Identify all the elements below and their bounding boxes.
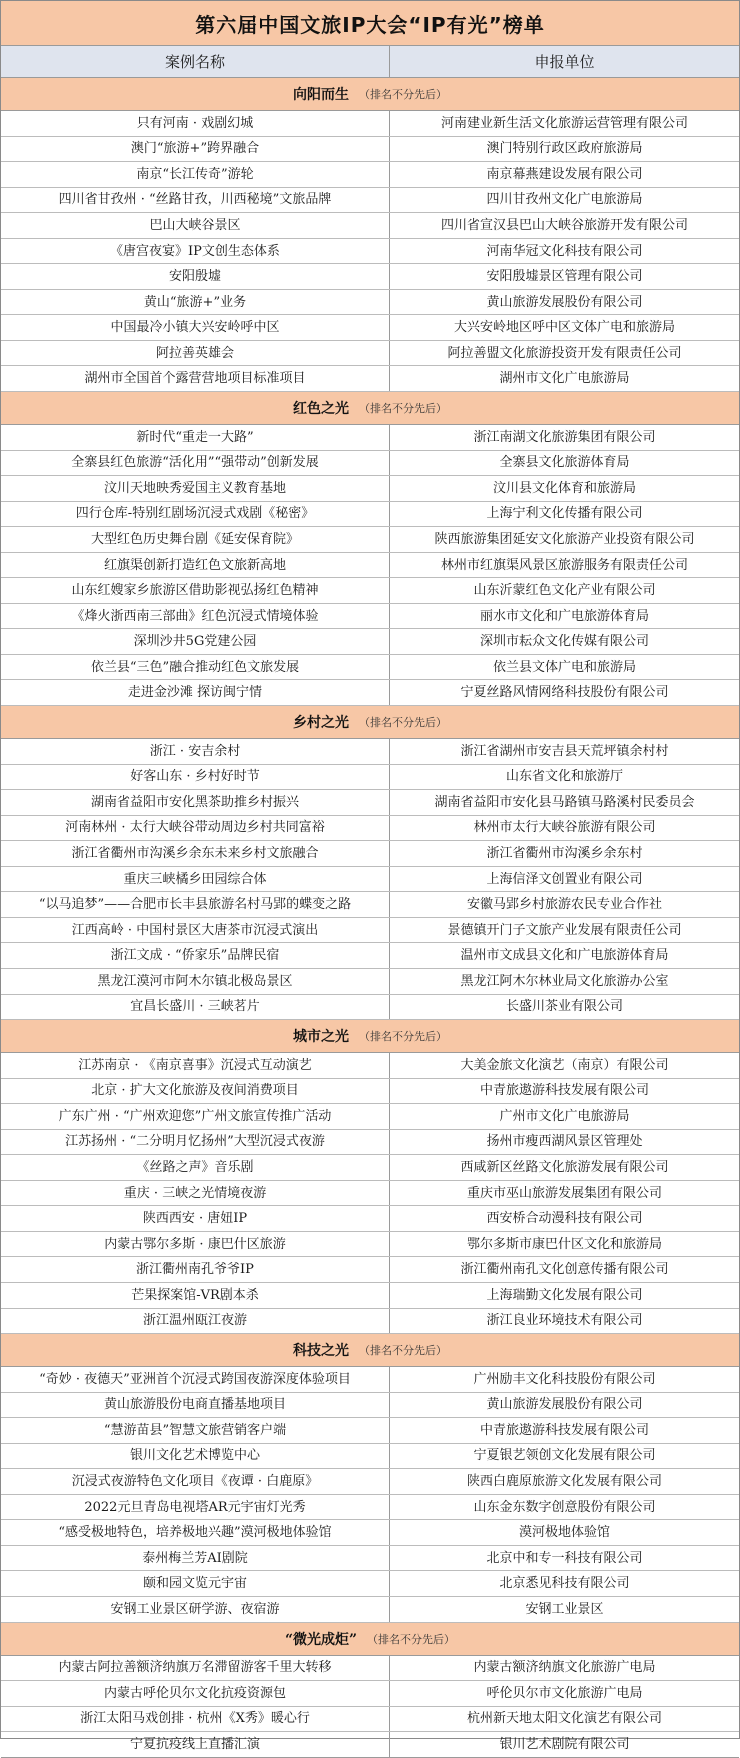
case-name-cell: 黄山“旅游+”业务	[1, 290, 390, 315]
section-note: （排名不分先后）	[359, 1344, 447, 1358]
table-row	[1, 578, 739, 604]
table-row	[1, 188, 739, 214]
unit-cell: 全寨县文化旅游体育局	[499, 455, 630, 471]
unit-cell: 南京幕燕建设发展有限公司	[486, 166, 643, 182]
table-row	[1, 969, 739, 995]
unit-cell: 丽水市文化和广电旅游体育局	[479, 608, 649, 624]
table-row	[1, 1181, 739, 1207]
section-header	[1, 1334, 739, 1367]
unit-cell: 河南建业新生活文化旅游运营管理有限公司	[440, 115, 688, 131]
case-name-cell: 浙江太阳马戏创排 · 杭州《X秀》暖心行	[1, 1707, 390, 1732]
section-header	[1, 392, 739, 425]
unit-cell: 景德镇开门子文旅产业发展有限责任公司	[447, 922, 682, 938]
case-name-cell: 泰州梅兰芳AI剧院	[1, 1546, 390, 1571]
table-row	[1, 1257, 739, 1283]
table-row	[1, 995, 739, 1021]
unit-cell: 黑龙江阿木尔林业局文化旅游办公室	[460, 973, 669, 989]
table-row	[1, 264, 739, 290]
case-name-cell: 《丝路之声》音乐剧	[1, 1155, 390, 1180]
table-row	[1, 1053, 739, 1079]
case-name-cell: 江苏南京 · 《南京喜事》沉浸式互动演艺	[1, 1053, 390, 1078]
case-name-cell: 陕西西安 · 唐妞IP	[1, 1206, 390, 1231]
table-row	[1, 1130, 739, 1156]
case-name-cell: 北京 · 扩大文化旅游及夜间消费项目	[1, 1079, 390, 1104]
table-row	[1, 1309, 739, 1335]
case-name-cell: 内蒙古阿拉善额济纳旗万名滞留游客千里大转移	[1, 1656, 390, 1681]
case-name-cell: 大型红色历史舞台剧《延安保育院》	[1, 527, 390, 552]
table-row	[1, 315, 739, 341]
unit-cell: 西咸新区丝路文化旅游发展有限公司	[460, 1160, 669, 1175]
unit-cell: 银川艺术剧院有限公司	[499, 1736, 630, 1752]
case-name-cell: 宁夏抗疫线上直播汇演	[1, 1732, 390, 1757]
table-row	[1, 1707, 739, 1733]
case-name-cell: “以马追梦”——合肥市长丰县旅游名村马郢的蝶变之路	[1, 892, 390, 917]
table-row	[1, 425, 739, 451]
case-name-cell: 2022元旦青岛电视塔AR元宇宙灯光秀	[1, 1495, 390, 1520]
table-row	[1, 1444, 739, 1470]
section-title: 红色之光	[293, 401, 349, 418]
case-name-cell: 阿拉善英雄会	[1, 341, 390, 366]
case-name-cell: 河南林州 · 太行大峡谷带动周边乡村共同富裕	[1, 816, 390, 841]
section-note: （排名不分先后）	[359, 88, 447, 101]
unit-cell: 西安桥合动漫科技有限公司	[486, 1211, 643, 1227]
case-name-cell: 浙江文成 · “侨家乐”品牌民宿	[1, 943, 390, 968]
unit-cell: 汶川县文化体育和旅游局	[492, 480, 636, 496]
unit-cell: 林州市红旗渠风景区旅游服务有限责任公司	[440, 557, 688, 573]
unit-cell: 内蒙古额济纳旗文化旅游广电局	[473, 1660, 656, 1676]
case-name-cell: 芒果探案馆-VR剧本杀	[1, 1283, 390, 1308]
table-row	[1, 765, 739, 791]
unit-cell: 北京中和专一科技有限公司	[486, 1550, 643, 1566]
unit-cell: 宁夏银艺领创文化发展有限公司	[473, 1448, 656, 1464]
case-name-cell: 内蒙古呼伦贝尔文化抗疫资源包	[1, 1681, 390, 1706]
unit-cell: 漠河极地体验馆	[518, 1525, 610, 1541]
unit-cell: 陕西旅游集团延安文化旅游产业投资有限公司	[434, 531, 695, 547]
unit-cell: 杭州新天地太阳文化演艺有限公司	[466, 1711, 662, 1727]
section-note: （排名不分先后）	[367, 1632, 456, 1646]
case-name-cell: 重庆 · 三峡之光情境夜游	[1, 1181, 390, 1206]
unit-cell: 广州市文化广电旅游局	[499, 1108, 630, 1124]
table-row	[1, 892, 739, 918]
table-row	[1, 1546, 739, 1572]
column-header-unit: 申报单位	[534, 53, 595, 71]
table-row	[1, 451, 739, 477]
case-name-cell: 新时代“重走一大路”	[1, 425, 390, 450]
table-row	[1, 1393, 739, 1419]
table-row	[1, 918, 739, 944]
page-title: 第六届中国文旅IP大会“IP有光”榜单	[1, 1, 739, 46]
case-name-cell: 江西高岭 · 中国村景区大唐茶市沉浸式演出	[1, 918, 390, 943]
case-name-cell: 深圳沙井5G党建公园	[1, 629, 390, 654]
case-name-cell: 依兰县“三色”融合推动红色文旅发展	[1, 655, 390, 680]
section-title: 城市之光	[293, 1029, 349, 1046]
case-name-cell: 黄山旅游股份电商直播基地项目	[1, 1393, 390, 1418]
unit-cell: 黄山旅游发展股份有限公司	[486, 1397, 643, 1413]
table-row	[1, 502, 739, 528]
unit-cell: 广州励丰文化科技股份有限公司	[473, 1371, 656, 1387]
case-name-cell: 山东红嫂家乡旅游区借助影视弘扬红色精神	[1, 578, 390, 603]
table-row	[1, 162, 739, 188]
table-row	[1, 1104, 739, 1130]
case-name-cell: 银川文化艺术博览中心	[1, 1444, 390, 1469]
table-row	[1, 1571, 739, 1597]
case-name-cell: 四川省甘孜州 · “丝路甘孜，川西秘境”文旅品牌	[1, 188, 390, 213]
table-row	[1, 1469, 739, 1495]
unit-cell: 浙江衢州南孔文化创意传播有限公司	[460, 1262, 669, 1278]
case-name-cell: 浙江温州瓯江夜游	[1, 1309, 390, 1334]
unit-cell: 北京悉见科技有限公司	[499, 1576, 630, 1592]
table-row	[1, 476, 739, 502]
table-row	[1, 629, 739, 655]
case-name-cell: 全寨县红色旅游“活化用”“强带动”创新发展	[1, 451, 390, 476]
unit-cell: 浙江南湖文化旅游集团有限公司	[473, 429, 656, 445]
table-row	[1, 790, 739, 816]
unit-cell: 安阳殷墟景区管理有限公司	[486, 269, 643, 285]
sections-container	[1, 78, 739, 1758]
table-row	[1, 1367, 739, 1393]
case-name-cell: 《烽火浙西南三部曲》红色沉浸式情境体验	[1, 604, 390, 629]
case-name-cell: 只有河南 · 戏剧幻城	[1, 111, 390, 136]
case-name-cell: 黑龙江漠河市阿木尔镇北极岛景区	[1, 969, 390, 994]
table-row	[1, 527, 739, 553]
table-row	[1, 739, 739, 765]
table-row	[1, 1681, 739, 1707]
section-title: 乡村之光	[293, 715, 349, 732]
unit-cell: 依兰县文体广电和旅游局	[492, 659, 636, 675]
section-note: （排名不分先后）	[359, 716, 447, 730]
section-title: “微光成炬”	[284, 1631, 358, 1648]
table-row	[1, 604, 739, 630]
unit-cell: 湖南省益阳市安化县马路镇马路溪村民委员会	[434, 794, 695, 810]
column-header-row	[1, 46, 739, 78]
case-name-cell: 《唐宫夜宴》IP文创生态体系	[1, 239, 390, 264]
section-header	[1, 1623, 739, 1656]
section-note: （排名不分先后）	[359, 402, 447, 416]
unit-cell: 深圳市耘众文化传媒有限公司	[479, 634, 649, 650]
unit-cell: 陕西白鹿原旅游文化发展有限公司	[466, 1474, 662, 1490]
table-row	[1, 867, 739, 893]
case-name-cell: 南京“长江传奇”游轮	[1, 162, 390, 187]
unit-cell: 重庆市巫山旅游发展集团有限公司	[466, 1185, 662, 1201]
table-row	[1, 1656, 739, 1682]
case-name-cell: 颐和园文览元宇宙	[1, 1571, 390, 1596]
unit-cell: 上海瑞勤文化发展有限公司	[486, 1287, 643, 1303]
case-name-cell: 宜昌长盛川 · 三峡茗片	[1, 995, 390, 1020]
table-row	[1, 213, 739, 239]
table-row	[1, 943, 739, 969]
unit-cell: 呼伦贝尔市文化旅游广电局	[486, 1685, 643, 1701]
unit-cell: 湖州市文化广电旅游局	[499, 371, 630, 387]
case-name-cell: 浙江省衢州市沟溪乡余东未来乡村文旅融合	[1, 841, 390, 866]
case-name-cell: 安阳殷墟	[1, 264, 390, 289]
table-row	[1, 1495, 739, 1521]
unit-cell: 浙江省湖州市安吉县天荒坪镇余村村	[460, 743, 669, 759]
unit-cell: 四川省宣汉县巴山大峡谷旅游开发有限公司	[440, 217, 688, 233]
unit-cell: 黄山旅游发展股份有限公司	[486, 294, 643, 310]
unit-cell: 山东省文化和旅游厅	[505, 769, 623, 785]
case-name-cell: 安钢工业景区研学游、夜宿游	[1, 1597, 390, 1622]
unit-cell: 上海信泽文创置业有限公司	[486, 871, 643, 887]
case-name-cell: “感受极地特色，培养极地兴趣”漠河极地体验馆	[1, 1520, 390, 1545]
unit-cell: 浙江良业环境技术有限公司	[486, 1313, 643, 1329]
table-row	[1, 1732, 739, 1758]
unit-cell: 山东金东数字创意股份有限公司	[473, 1499, 656, 1515]
table-row	[1, 1206, 739, 1232]
unit-cell: 四川甘孜州文化广电旅游局	[486, 192, 643, 208]
case-name-cell: 湖州市全国首个露营营地项目标准项目	[1, 366, 390, 391]
case-name-cell: 澳门“旅游+”跨界融合	[1, 137, 390, 162]
unit-cell: 浙江省衢州市沟溪乡余东村	[486, 845, 643, 861]
unit-cell: 河南华冠文化科技有限公司	[486, 243, 643, 259]
table-row	[1, 680, 739, 706]
unit-cell: 大兴安岭地区呼中区文体广电和旅游局	[453, 320, 675, 336]
table-row	[1, 366, 739, 392]
case-name-cell: 广东广州 · “广州欢迎您”广州文旅宣传推广活动	[1, 1104, 390, 1129]
case-name-cell: 四行仓库-特别红剧场沉浸式戏剧《秘密》	[1, 502, 390, 527]
table-row	[1, 341, 739, 367]
unit-cell: 中青旅遨游科技发展有限公司	[479, 1083, 649, 1099]
table-row	[1, 1418, 739, 1444]
case-name-cell: 好客山东 · 乡村好时节	[1, 765, 390, 790]
case-name-cell: “慧游苗县”智慧文旅营销客户端	[1, 1418, 390, 1443]
case-name-cell: 汶川天地映秀爱国主义教育基地	[1, 476, 390, 501]
table-row	[1, 137, 739, 163]
case-name-cell: 内蒙古鄂尔多斯 · 康巴什区旅游	[1, 1232, 390, 1257]
unit-cell: 大美金旅文化演艺（南京）有限公司	[460, 1057, 669, 1073]
section-header	[1, 1020, 739, 1053]
table-row	[1, 290, 739, 316]
case-name-cell: 重庆三峡橘乡田园综合体	[1, 867, 390, 892]
table-row	[1, 1520, 739, 1546]
table-row	[1, 1283, 739, 1309]
case-name-cell: 中国最冷小镇大兴安岭呼中区	[1, 315, 390, 340]
unit-cell: 上海宁利文化传播有限公司	[486, 506, 643, 522]
unit-cell: 林州市太行大峡谷旅游有限公司	[473, 820, 656, 836]
column-header-case-name: 案例名称	[1, 46, 390, 77]
table-row	[1, 553, 739, 579]
unit-cell: 温州市文成县文化和广电旅游体育局	[460, 948, 669, 964]
table-row	[1, 1597, 739, 1623]
case-name-cell: 浙江衢州南孔爷爷IP	[1, 1257, 390, 1282]
section-title: 向阳而生	[293, 87, 349, 103]
unit-cell: 阿拉善盟文化旅游投资开发有限责任公司	[447, 345, 682, 361]
section-note: （排名不分先后）	[359, 1030, 447, 1044]
section-header	[1, 78, 739, 111]
table-row	[1, 1079, 739, 1105]
table-row	[1, 1155, 739, 1181]
case-name-cell: 巴山大峡谷景区	[1, 213, 390, 238]
unit-cell: 安徽马郢乡村旅游农民专业合作社	[466, 897, 662, 913]
section-header	[1, 706, 739, 739]
unit-cell: 长盛川茶业有限公司	[505, 999, 623, 1015]
unit-cell: 扬州市瘦西湖风景区管理处	[486, 1134, 643, 1150]
case-name-cell: 走进金沙滩 探访闽宁情	[1, 680, 390, 705]
case-name-cell: 沉浸式夜游特色文化项目《夜谭 · 白鹿原》	[1, 1469, 390, 1494]
table-row	[1, 655, 739, 681]
unit-cell: 安钢工业景区	[525, 1601, 604, 1617]
case-name-cell: 红旗渠创新打造红色文旅新高地	[1, 553, 390, 578]
table-row	[1, 239, 739, 265]
case-name-cell: 浙江 · 安吉余村	[1, 739, 390, 764]
section-title: 科技之光	[293, 1343, 349, 1360]
case-name-cell: “奇妙 · 夜德天”亚洲首个沉浸式跨国夜游深度体验项目	[1, 1367, 390, 1392]
table-row	[1, 1232, 739, 1258]
table-row	[1, 841, 739, 867]
unit-cell: 澳门特别行政区政府旅游局	[486, 141, 643, 157]
unit-cell: 鄂尔多斯市康巴什区文化和旅游局	[466, 1236, 662, 1252]
unit-cell: 山东沂蒙红色文化产业有限公司	[473, 583, 656, 599]
case-name-cell: 湖南省益阳市安化黑茶助推乡村振兴	[1, 790, 390, 815]
unit-cell: 宁夏丝路风情网络科技股份有限公司	[460, 685, 669, 701]
unit-cell: 中青旅遨游科技发展有限公司	[479, 1422, 649, 1438]
case-name-cell: 江苏扬州 · “二分明月忆扬州”大型沉浸式夜游	[1, 1130, 390, 1155]
table-row	[1, 111, 739, 137]
table-row	[1, 816, 739, 842]
